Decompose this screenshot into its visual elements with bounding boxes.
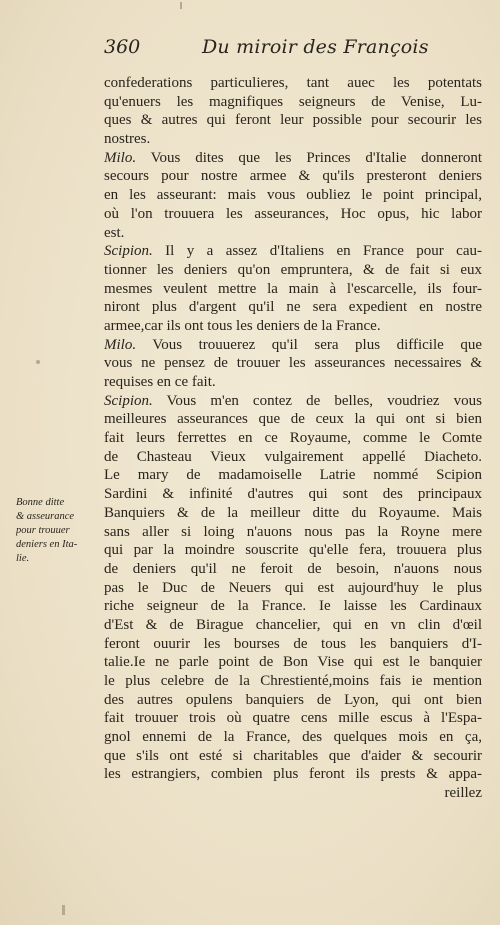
line-text: tionner les deniers qu'on empruntera, & de fait si eux [104, 261, 482, 278]
text-line [104, 224, 482, 243]
text-line [104, 186, 482, 205]
text-line [104, 747, 482, 766]
line-text: mesmes veulent mettre la main à l'escarcelle, ils four- [104, 280, 482, 297]
line-text: que s'ils ont esté si charitables que d'aider & secourir [104, 747, 482, 764]
margin-note-line: pour trouuer [16, 525, 70, 536]
body-text [104, 74, 482, 803]
line-text: pas le Duc de Neuers qui est aujourd'huy le plus [104, 579, 482, 596]
line-text: est. [104, 224, 125, 241]
line-text: Il y a assez d'Italiens en France pour cau- [152, 243, 482, 260]
text-line [104, 728, 482, 747]
text-line [104, 523, 482, 542]
line-text: feront ouurir les bourses de tous les banquiers d'I- [104, 635, 482, 652]
text-line [104, 111, 482, 130]
margin-note-line: Bonne ditte [16, 497, 65, 508]
text-line [104, 485, 482, 504]
line-text: requises en ce fait. [104, 374, 216, 390]
text-line [104, 429, 482, 448]
text-line [104, 597, 482, 616]
line-text: Vous m'en contez de belles, voudriez vous [152, 392, 482, 409]
text-line [104, 149, 482, 168]
text-line [104, 541, 482, 560]
text-line [104, 317, 482, 336]
line-text: riche seigneur de la France. Ie laisse les Cardinaux [104, 598, 482, 615]
line-text: vous ne pensez de trouuer les asseurances necessaires & [104, 355, 482, 372]
line-text: reillez [444, 785, 482, 802]
speaker-name: Scipion. [104, 392, 153, 409]
text-line [104, 765, 482, 784]
line-text: qu'enuers les magnifiques seigneurs de Venise, Lu- [104, 93, 482, 110]
line-text: confederations particulieres, tant auec les potentats [104, 75, 482, 91]
text-line [104, 653, 482, 672]
line-text: de deniers qu'il ne feroit de besoin, n'auons nous [104, 560, 482, 577]
text-line [104, 392, 482, 411]
line-text: Banquiers & de la meilleur ditte du Royaume. Mais [104, 504, 482, 521]
text-line [104, 579, 482, 598]
ink-speck [36, 360, 40, 364]
line-text: Vous trouuerez qu'il sera plus difficile que [136, 336, 482, 353]
text-line [104, 466, 482, 485]
text-line [104, 93, 482, 112]
line-text: ques & autres qui feront leur possible pour secourir les [104, 112, 482, 129]
text-line [104, 448, 482, 467]
line-text: d'Est & de Birague chancelier, qui en vn clin d'œil [104, 616, 482, 633]
speaker-name: Scipion. [104, 243, 153, 260]
text-line [104, 298, 482, 317]
text-line [104, 167, 482, 186]
text-line [104, 672, 482, 691]
ink-speck [62, 905, 65, 915]
text-line [104, 242, 482, 261]
line-text: fait leurs ferrettes en ce Royaume, comme le Comte [104, 430, 482, 447]
line-text: niront plus d'argent qu'il ne sera expedient en nostre [104, 299, 482, 316]
line-text: nostres. [104, 131, 151, 148]
line-text: de Chasteau Vieux vulgairement appellé Diacheto. [104, 448, 482, 465]
line-text: qui par la moindre souscrite qu'elle fera, trouuera plus [104, 542, 482, 559]
text-line [104, 709, 482, 728]
text-line [104, 560, 482, 579]
line-text: le plus celebre de la Chrestienté,moins fais ie mention [104, 673, 482, 689]
line-text: gnol ennemi de la France, des quelques mois en ça, [104, 729, 482, 746]
text-line [104, 130, 482, 149]
margin-note-line: lie. [16, 553, 30, 564]
text-line [104, 261, 482, 280]
text-line [104, 410, 482, 429]
line-text: Sardini & infinité d'autres qui sont des principaux [104, 486, 482, 503]
text-line [104, 205, 482, 224]
line-text: Le mary de madamoiselle Latrie nommé Scipion [104, 467, 482, 484]
line-text: les estrangiers, combien plus feront ils prests & appa- [104, 766, 482, 783]
speaker-name: Milo. [104, 149, 137, 166]
text-line [104, 336, 482, 355]
text-line [104, 354, 482, 373]
margin-note-line: & asseurance [16, 511, 75, 522]
line-text: secours pour nostre armee & qu'ils presteront deniers [104, 168, 482, 185]
text-line [104, 784, 482, 803]
ink-speck [180, 2, 182, 9]
text-line [104, 616, 482, 635]
page-number: 360 [104, 36, 141, 58]
line-text: où l'on trouuera les asseurances, Hoc opus, hic labor [104, 205, 482, 222]
line-text: talie.Ie ne parle point de Bon Vise qui est le banquier [104, 654, 482, 671]
line-text: en les asseurant: mais vous oubliez le point principal, [104, 187, 482, 204]
text-line [104, 74, 482, 93]
margin-note [16, 496, 98, 566]
line-text: des autres opulens banquiers de Lyon, qui ont bien [104, 691, 482, 708]
line-text: meilleures asseurances que de ceux la qui ont si bien [104, 411, 482, 428]
speaker-name: Milo. [104, 336, 137, 353]
line-text: fait trouuer trois où quatre cens mille escus à l'Espa- [104, 710, 482, 727]
running-title: Du miroir des François [202, 36, 429, 58]
text-line [104, 691, 482, 710]
text-line [104, 635, 482, 654]
margin-note-line: deniers en Ita- [16, 539, 78, 550]
line-text: armee,car ils ont tous les deniers de la France. [104, 317, 381, 334]
text-line [104, 504, 482, 523]
running-head [104, 36, 484, 60]
text-line [104, 373, 482, 392]
line-text: sans aller si loing n'auons nous pas la Royne mere [104, 523, 482, 540]
text-line [104, 280, 482, 299]
line-text: Vous dites que les Princes d'Italie donneront [136, 149, 482, 166]
